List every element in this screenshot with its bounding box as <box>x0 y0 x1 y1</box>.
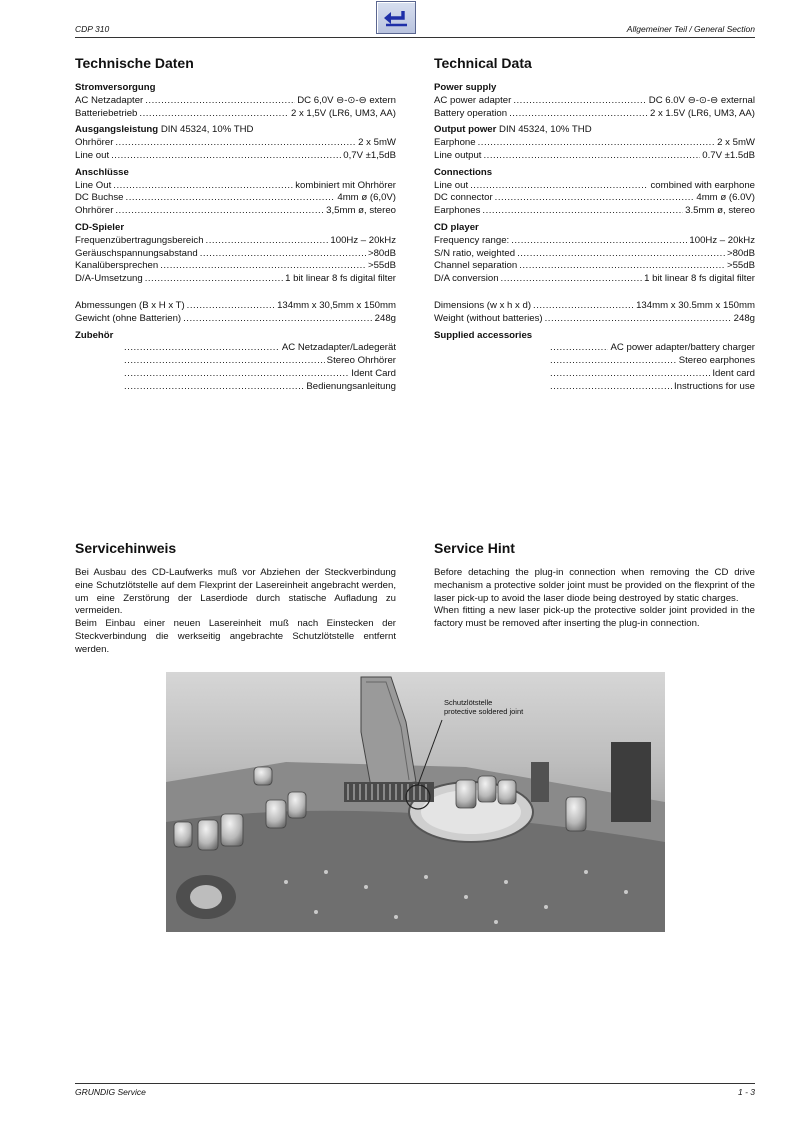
spec-row: Line out ..... 0,7V ±1,5dB <box>75 150 396 163</box>
spec-row: Line Out ..... kombiniert mit Ohrhörer <box>75 180 396 193</box>
group-heading: Connections <box>434 166 493 178</box>
accessories-group-de <box>75 330 396 394</box>
group-heading: Output power DIN 45324, 10% THD <box>434 124 592 136</box>
spec-row: Line out ..... combined with earphone <box>434 180 755 193</box>
accessory-item: ..... Instructions for use <box>548 381 755 394</box>
spec-row: DC Buchse ..... 4mm ø (6,0V) <box>75 192 396 205</box>
footer-page-number: 1 - 3 <box>737 1087 755 1097</box>
spec-row: Earphone ..... 2 x 5mW <box>434 137 755 150</box>
spec-row: Frequency range: ..... 100Hz – 20kHz <box>434 235 755 248</box>
accessory-item: ..... Ident card <box>548 368 755 381</box>
accessory-item: ..... Ident Card <box>122 368 396 381</box>
photo-callout: Schutzlötstelle protective soldered joint <box>444 698 524 716</box>
accessory-item: ..... Stereo earphones <box>548 355 755 368</box>
spec-row: Dimensions (w x h x d) ..... 134mm x 30.5mm x 150mm <box>434 300 755 313</box>
accessory-item: ..... AC power adapter/battery charger <box>548 342 755 355</box>
spec-row: Channel separation ..... >55dB <box>434 260 755 273</box>
spec-row: Earphones ..... 3.5mm ø, stereo <box>434 205 755 218</box>
spec-row: Frequenzübertragungsbereich ..... 100Hz – 20kHz <box>75 235 396 248</box>
spec-row: AC power adapter ..... DC 6.0V ⊖-⊙-⊖ external <box>434 95 755 108</box>
service-text-de: Bei Ausbau des CD-Laufwerks muß vor Abziehen der Steckverbindung eine Schutzlötstelle auf dem Flexprint der Lasereinheit angebracht werden, um eine Zerstörung der Laserdiode durch statische Aufladung zu vermeiden. <box>75 567 396 617</box>
dimensions-group-en <box>434 300 755 326</box>
service-hint-de <box>75 540 396 657</box>
service-text2-en: When fitting a new laser pick-up the protective solder joint provided in the factory must be removed after inserting the plug-in connection. <box>434 605 755 630</box>
service-text2-de: Beim Einbau einer neuen Lasereinheit muß nach Einstecken der Steckverbindung die werkseitig angebrachte Schutzlötstelle entfernt werden. <box>75 618 396 655</box>
accessory-item: ..... Stereo Ohrhörer <box>122 355 396 368</box>
spec-row: AC Netzadapter ..... DC 6,0V ⊖-⊙-⊖ extern <box>75 95 396 108</box>
footer-rule <box>75 1083 755 1084</box>
cd-group-de <box>75 222 396 286</box>
spec-row: Ohrhörer ..... 2 x 5mW <box>75 137 396 150</box>
output-group-en <box>434 124 755 162</box>
tech-data-de <box>75 55 396 398</box>
accessory-item: ..... Bedienungsanleitung <box>122 381 396 394</box>
header-rule <box>75 37 755 38</box>
group-heading: Ausgangsleistung DIN 45324, 10% THD <box>75 124 254 136</box>
accessories-group-en <box>434 330 755 394</box>
section-title-de: Technische Daten <box>75 55 194 71</box>
group-heading: Power supply <box>434 82 497 93</box>
return-arrow-icon <box>381 6 411 30</box>
spec-row: Geräuschspannungsabstand ..... >80dB <box>75 248 396 261</box>
power-group-en <box>434 82 755 120</box>
accessory-item: ..... AC Netzadapter/Ladegerät <box>122 342 396 355</box>
output-group-de <box>75 124 396 162</box>
cd-group-en <box>434 222 755 286</box>
connections-group-en <box>434 167 755 218</box>
spec-row: Gewicht (ohne Batterien) ..... 248g <box>75 313 396 326</box>
group-heading: Zubehör <box>75 329 114 341</box>
spec-row: Batteriebetrieb ..... 2 x 1,5V (LR6, UM3, AA) <box>75 108 396 121</box>
section-title-en: Technical Data <box>434 55 532 71</box>
spec-row: Line output ..... 0.7V ±1.5dB <box>434 150 755 163</box>
service-title-en: Service Hint <box>434 540 515 556</box>
dimensions-group-de <box>75 300 396 326</box>
pcb-photo <box>166 672 665 932</box>
group-heading: Supplied accessories <box>434 329 533 341</box>
group-heading: CD player <box>434 221 479 233</box>
spec-row: Kanalübersprechen ..... >55dB <box>75 260 396 273</box>
service-title-de: Servicehinweis <box>75 540 177 556</box>
spec-row: S/N ratio, weighted ..... >80dB <box>434 248 755 261</box>
group-heading: CD-Spieler <box>75 221 125 233</box>
spec-row: Battery operation ..... 2 x 1.5V (LR6, UM3, AA) <box>434 108 755 121</box>
spec-row: D/A-Umsetzung ..... 1 bit linear 8 fs digital filter <box>75 273 396 286</box>
service-hint-en <box>434 540 755 631</box>
tech-data-en <box>434 55 755 398</box>
back-button[interactable] <box>376 1 416 34</box>
connections-group-de <box>75 167 396 218</box>
group-heading: Anschlüsse <box>75 166 129 178</box>
header-section: Allgemeiner Teil / General Section <box>626 24 755 34</box>
spec-row: Ohrhörer ..... 3,5mm ø, stereo <box>75 205 396 218</box>
header-model: CDP 310 <box>75 24 110 34</box>
footer-brand: GRUNDIG Service <box>75 1087 146 1097</box>
service-text-en: Before detaching the plug-in connection when removing the CD drive mechanism a protective solder joint must be provided on the flexprint of the laser pick-up to avoid the laser diode being destroyed by static charges. <box>434 567 755 604</box>
spec-row: Abmessungen (B x H x T) ..... 134mm x 30,5mm x 150mm <box>75 300 396 313</box>
power-group-de <box>75 82 396 120</box>
group-heading: Stromversorgung <box>75 82 156 93</box>
spec-row: Weight (without batteries) ..... 248g <box>434 313 755 326</box>
spec-row: D/A conversion ..... 1 bit linear 8 fs digital filter <box>434 273 755 286</box>
spec-row: DC connector ..... 4mm ø (6.0V) <box>434 192 755 205</box>
